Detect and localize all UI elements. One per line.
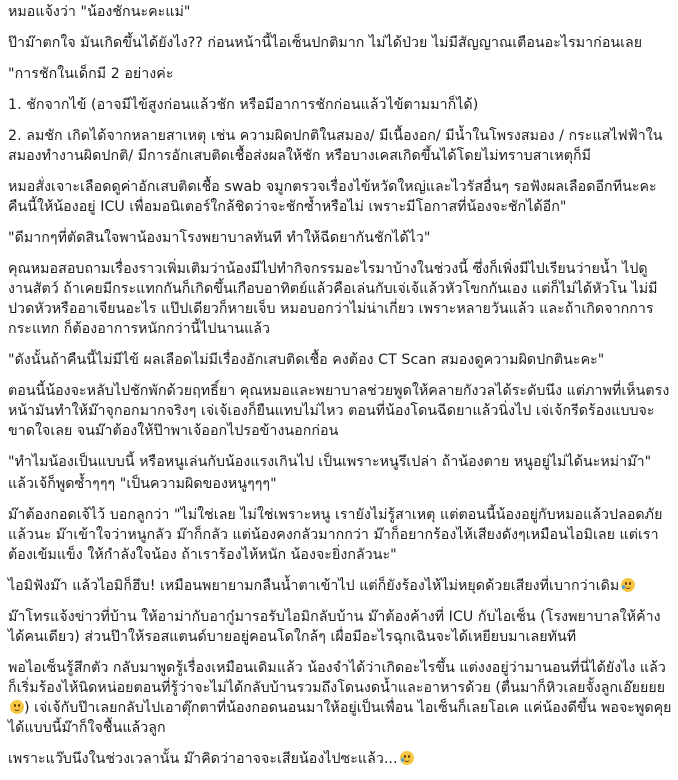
- post-paragraph-16: พอไอเซ็นรู้สึกตัว กลับมาพูดรู้เรื่องเหมือนเดิมแล้ว น้องจำได้ว่าเกิดอะไรขึ้น แต่งงอยู่ว่ามานอนที่นี่ได้ยังไง แล้วก็เริ่มร้องไห้นิดหน่อยตอนที่รู้ว่าจะไม่ได้กลับบ้านรวมถึงโดนงดน้ำและอาหารด้วย (ตื่นมาก็หิวเลยจั้งลูกเอ๊ยยยย ) เจ่เจ้กับป๊าเลยกลับไปเอาตุ๊กตาที่น้องกอดนอนมาให้อยู่เป็นเพื่อน ไอเซ็นก็เลยโอเค แค่น้องดีขึ้น พอจะพูดคุยได้แบบนี้ม๊าก็ใจชื้นแล้วลูก: [8, 660, 672, 736]
- crying-face-icon: [621, 578, 635, 592]
- post-paragraph-13: ม๊าต้องกอดเจ้ไว้ บอกลูกว่า "ไม่ใช่เลย ไม่ใช่เพราะหนู เรายังไม่รู้สาเหตุ แต่ตอนนี้น้องอยู่กับหมอแล้วปลอดภัยแล้วนะ ม๊าเข้าใจว่าหนูกลัว ม๊าก็กลัว แต่น้องคงกลัวมากกว่า ม๊าก็อยากร้องไห้เสียงดังๆเหมือนไอมิเลย แต่เราต้องเข้มแข็ง ให้กำลังใจน้อง ถ้าเราร้องไห้หนัก น้องจะยิ่งกลัวนะ": [8, 507, 663, 563]
- post-paragraph-14: ไอมิฟังม๊า แล้วไอมิก็ฮึบ! เหมือนพยายามกลืนน้ำตาเข้าไป แต่ก็ยังร้องไห้ไม่หยุดด้วยเสียงที่เบากว่าเดิม: [8, 576, 672, 596]
- laughing-face-icon: [10, 700, 24, 714]
- post-paragraph-9: "ดังนั้นถ้าคืนนี้ไม่มีไข้ ผลเลือดไม่มีเรื่องอักเสบติดเชื้อ คงต้อง CT Scan สมองดูความผิดปกตินะคะ": [8, 352, 605, 368]
- post-paragraph-11: "ทำไมน้องเป็นแบบนี้ หรือหนูเล่นกับน้องแรงเกินไป เป็นเพราะหนูรึเปล่า ถ้าน้องตาย หนูอยู่ไม่ได้นะหม่าม๊า": [8, 454, 652, 470]
- post-paragraph-2: ป๊าม๊าตกใจ มันเกิดขึ้นได้ยังไง?? ก่อนหน้านี้ไอเซ็นปกติมาก ไม่ได้ป่วย ไม่มีสัญญาณเตือนอะไรมาก่อนเลย: [8, 35, 643, 51]
- post-body: [8, 2, 672, 780]
- post-paragraph-8: คุณหมอสอบถามเรื่องราวเพิ่มเติมว่าน้องมีไปทำกิจกรรมอะไรมาบ้างในช่วงนี้ ซึ่งก็เพิ่งมีไปเรียนว่ายน้ำ ไปดูงานสัตว์ ถ้าเคยมีกระแทกกันก็เกิดขึ้นเกือบอาทิตย์แล้วคือเล่นกับเจ่เจ้แล้วหัวโขกกันเอง แต่ก็ไม่ได้หัวโน ไม่มีปวดหัวหรืออาเจียนอะไร แป๊ปเดียวก็หายเจ็บ หมอบอกว่าไม่น่าเกี่ยว เพราะหลายวันแล้ว และถ้าเกิดจากการกระแทก ก็ต้องอาการหนักกว่านี้ไปนานแล้ว: [8, 261, 658, 337]
- post-paragraph-6: หมอสั่งเจาะเลือดดูค่าอักเสบติดเชื้อ swab จมูกตรวจเรื่องไข้หวัดใหญ่และไวรัสอื่นๆ รอฟังผลเลือดอีกทีนะคะ คืนนี้ให้น้องอยู่ ICU เพื่อมอนิเตอร์ใกล้ชิดว่าจะชักซ้ำหรือไม่ เพราะมีโอกาสที่น้องจะชักได้อีก": [8, 179, 657, 215]
- post-paragraph-15: ม๊าโทรแจ้งข่าวที่บ้าน ให้อาม่ากับอากู๋มารอรับไอมิกลับบ้าน ม๊าต้องค้างที่ ICU กับไอเซ็น (โรงพยาบาลให้ค้างได้คนเดียว) ส่วนป๊าให้รอสแตนด์บายอยู่คอนโดใกล้ๆ เผื่อมีอะไรฉุกเฉินจะได้เหยียบมาเลยทันที: [8, 609, 661, 645]
- post-paragraph-7: "ดีมากๆที่ตัดสินใจพาน้องมาโรงพยาบาลทันที ทำให้ฉีดยากันชักได้ไว": [8, 230, 431, 246]
- post-paragraph-1: หมอแจ้งว่า "น้องชักนะคะแม่": [8, 4, 191, 20]
- post-paragraph-5: 2. ลมชัก เกิดได้จากหลายสาเหตุ เช่น ความผิดปกติในสมอง/ มีเนื้องอก/ มีน้ำในโพรงสมอง / กระแสไฟฟ้าในสมองทำงานผิดปกติ/ มีการอักเสบติดเชื้อส่งผลให้ชัก หรือบางเคสเกิดขึ้นได้โดยไม่ทราบสาเหตุก็มี: [8, 128, 663, 164]
- post-paragraph-12: แล้วเจ้ก็พูดซ้ำๆๆๆ "เป็นความผิดของหนูๆๆๆ": [8, 476, 277, 492]
- scared-face-icon: [400, 751, 414, 765]
- post-paragraph-4: 1. ชักจากไข้ (อาจมีไข้สูงก่อนแล้วชัก หรือมีอาการชักก่อนแล้วไข้ตามมาก็ได้): [8, 97, 479, 113]
- post-paragraph-3: "การชักในเด็กมี 2 อย่างค่ะ: [8, 66, 174, 82]
- post-paragraph-17: เพราะแว๊บนึงในช่วงเวลานั้น ม๊าคิดว่าอาจจะเสียน้องไปซะแล้ว...: [8, 749, 672, 769]
- post-paragraph-10: ตอนนี้น้องจะหลับไปชักพักด้วยฤทธิ์ยา คุณหมอและพยาบาลช่วยพูดให้คลายกังวลได้ระดับนึง แต่ภาพที่เห็นตรงหน้ามันทำให้ม๊าจุกอกมากจริงๆ เจ่เจ้เองก็ยืนแทบไม่ไหว ตอนที่น้องโดนฉีดยาแล้วนิ่งไป เจ่เจ้กรีดร้องแบบจะขาดใจเลย จนม๊าต้องให้ป๊าพาเจ้ออกไปรอข้างนอกก่อน: [8, 383, 670, 439]
